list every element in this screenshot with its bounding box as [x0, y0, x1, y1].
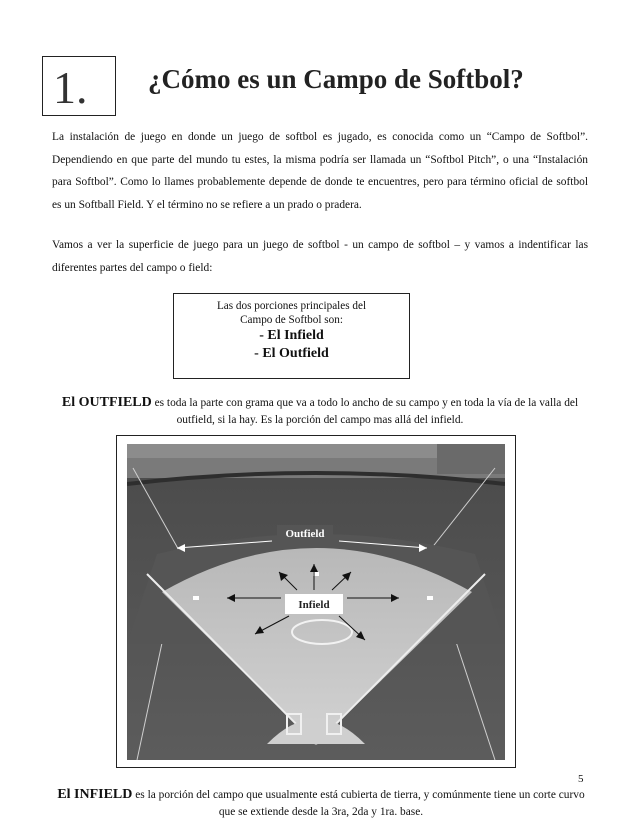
- outfield-description: [60, 394, 580, 429]
- chapter-number-box: [42, 56, 116, 116]
- outfield-definition: es toda la parte con grama que va a todo lo ancho de su campo y en toda la vía de la valla del outfield, si la hay. Es la porción del campo mas allá del infield.: [151, 397, 579, 426]
- infield-definition: es la porción del campo que usualmente está cubierta de tierra, y comúnmente tiene un corte curvo que se extiende desde la 3ra, 2da y 1ra. base.: [132, 789, 585, 818]
- infobox-heading: Las dos porciones principales del Campo de Softbol son:: [216, 300, 367, 326]
- field-photo-frame: [116, 435, 516, 768]
- chapter-number: 1.: [53, 62, 88, 113]
- infobox-item-outfield: - El Outfield: [254, 346, 329, 361]
- field-portions-box: [173, 293, 410, 379]
- photo-label-infield: Infield: [298, 599, 330, 611]
- page-title: ¿Cómo es un Campo de Softbol?: [148, 64, 524, 94]
- infield-term: El INFIELD: [57, 787, 133, 802]
- softball-field-photo: [127, 444, 505, 760]
- page-number: 5: [578, 773, 584, 785]
- intro-paragraph-2: Vamos a ver la superficie de juego para un juego de softbol - un campo de softbol – y vamos a indentificar las diferentes partes del campo o field:: [52, 239, 588, 274]
- photo-label-outfield: Outfield: [285, 528, 325, 540]
- infield-description: [56, 786, 586, 821]
- intro-paragraph-1: La instalación de juego en donde un juego de softbol es jugado, es conocida como un “Campo de Softbol”. Dependiendo en que parte del mundo tu estes, la misma podría ser llamada un “Softbol Pitch”, o una “Instalación para Softbol”. Como lo llames probablemente depende de donde te encuentres, pero para término oficial de softbol es un Softball Field. Y el término no se refiere a un prado o pradera.: [52, 131, 588, 211]
- outfield-term: El OUTFIELD: [61, 395, 152, 410]
- infobox-item-infield: - El Infield: [259, 328, 324, 343]
